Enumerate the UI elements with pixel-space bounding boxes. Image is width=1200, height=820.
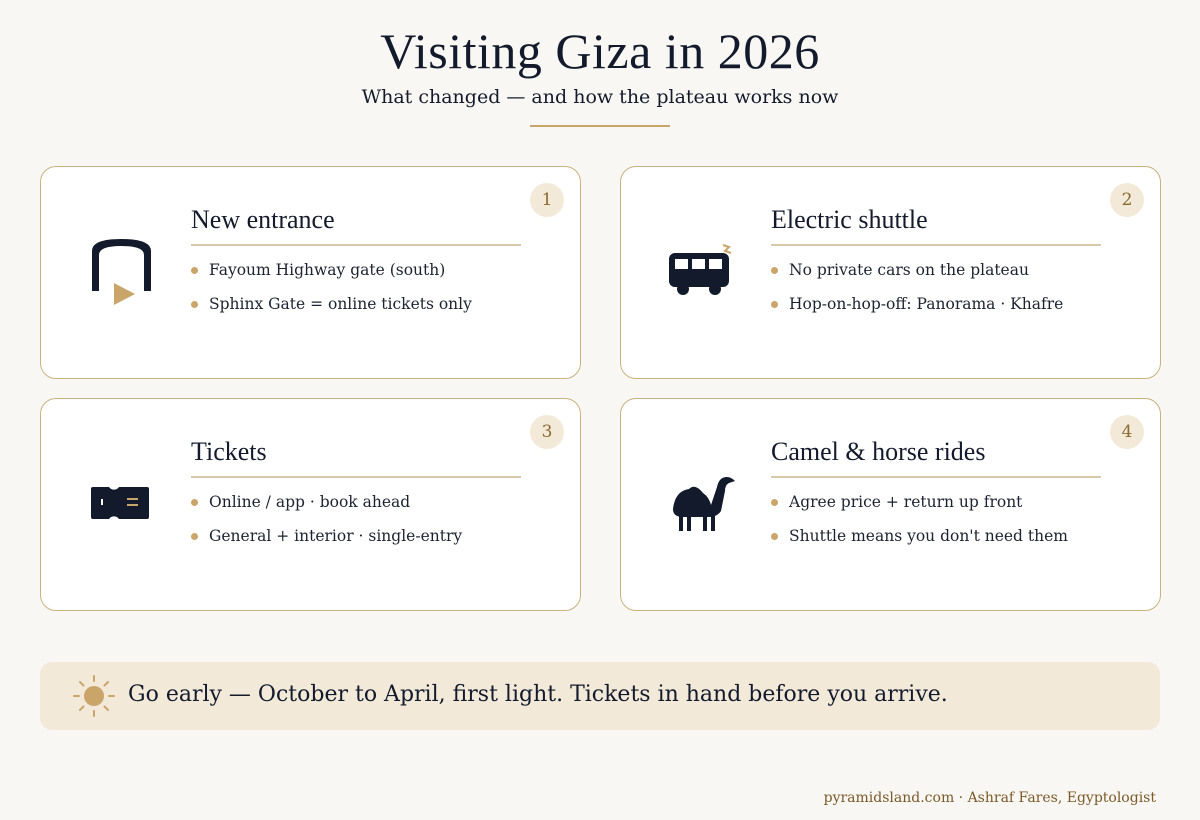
card-number-badge: 2 xyxy=(1110,183,1144,217)
bullet-dot-icon xyxy=(191,267,198,274)
card-bullet-list xyxy=(771,259,1063,327)
card-title: Electric shuttle xyxy=(771,205,928,234)
card-divider xyxy=(191,244,521,246)
card-divider xyxy=(771,476,1101,478)
card-title: Camel & horse rides xyxy=(771,437,986,466)
list-item: Sphinx Gate = online tickets only xyxy=(191,293,472,327)
tip-banner xyxy=(40,662,1160,730)
card-bullet-list xyxy=(191,491,462,559)
list-item: Agree price + return up front xyxy=(771,491,1068,525)
card-divider xyxy=(771,244,1101,246)
ticket-icon xyxy=(85,465,165,545)
bullet-dot-icon xyxy=(191,499,198,506)
page-subtitle: What changed — and how the plateau works now xyxy=(361,86,839,108)
footer-credit: pyramidsland.com · Ashraf Fares, Egyptologist xyxy=(823,790,1156,806)
bullet-dot-icon xyxy=(191,301,198,308)
electric-bus-icon xyxy=(665,233,745,313)
card-number-badge: 1 xyxy=(530,183,564,217)
bullet-dot-icon xyxy=(771,533,778,540)
list-item: Online / app · book ahead xyxy=(191,491,462,525)
camel-icon xyxy=(665,465,745,545)
card-tickets xyxy=(40,398,581,611)
card-number-badge: 3 xyxy=(530,415,564,449)
card-bullet-list xyxy=(191,259,472,327)
list-item: No private cars on the plateau xyxy=(771,259,1063,293)
list-item: Shuttle means you don't need them xyxy=(771,525,1068,559)
title-divider xyxy=(530,125,670,127)
card-new-entrance xyxy=(40,166,581,379)
list-item: Hop-on-hop-off: Panorama · Khafre xyxy=(771,293,1063,327)
gate-arch-icon xyxy=(85,233,165,313)
page-title: Visiting Giza in 2026 xyxy=(380,23,820,79)
card-electric-shuttle xyxy=(620,166,1161,379)
card-title: New entrance xyxy=(191,205,335,234)
card-title: Tickets xyxy=(191,437,267,466)
list-item: Fayoum Highway gate (south) xyxy=(191,259,472,293)
list-item: General + interior · single-entry xyxy=(191,525,462,559)
tip-text: Go early — October to April, first light. Tickets in hand before you arrive. xyxy=(128,682,948,707)
bullet-dot-icon xyxy=(191,533,198,540)
card-bullet-list xyxy=(771,491,1068,559)
bullet-dot-icon xyxy=(771,499,778,506)
card-number-badge: 4 xyxy=(1110,415,1144,449)
card-divider xyxy=(191,476,521,478)
sun-icon xyxy=(72,674,116,718)
bullet-dot-icon xyxy=(771,267,778,274)
card-camel-horse-rides xyxy=(620,398,1161,611)
bullet-dot-icon xyxy=(771,301,778,308)
